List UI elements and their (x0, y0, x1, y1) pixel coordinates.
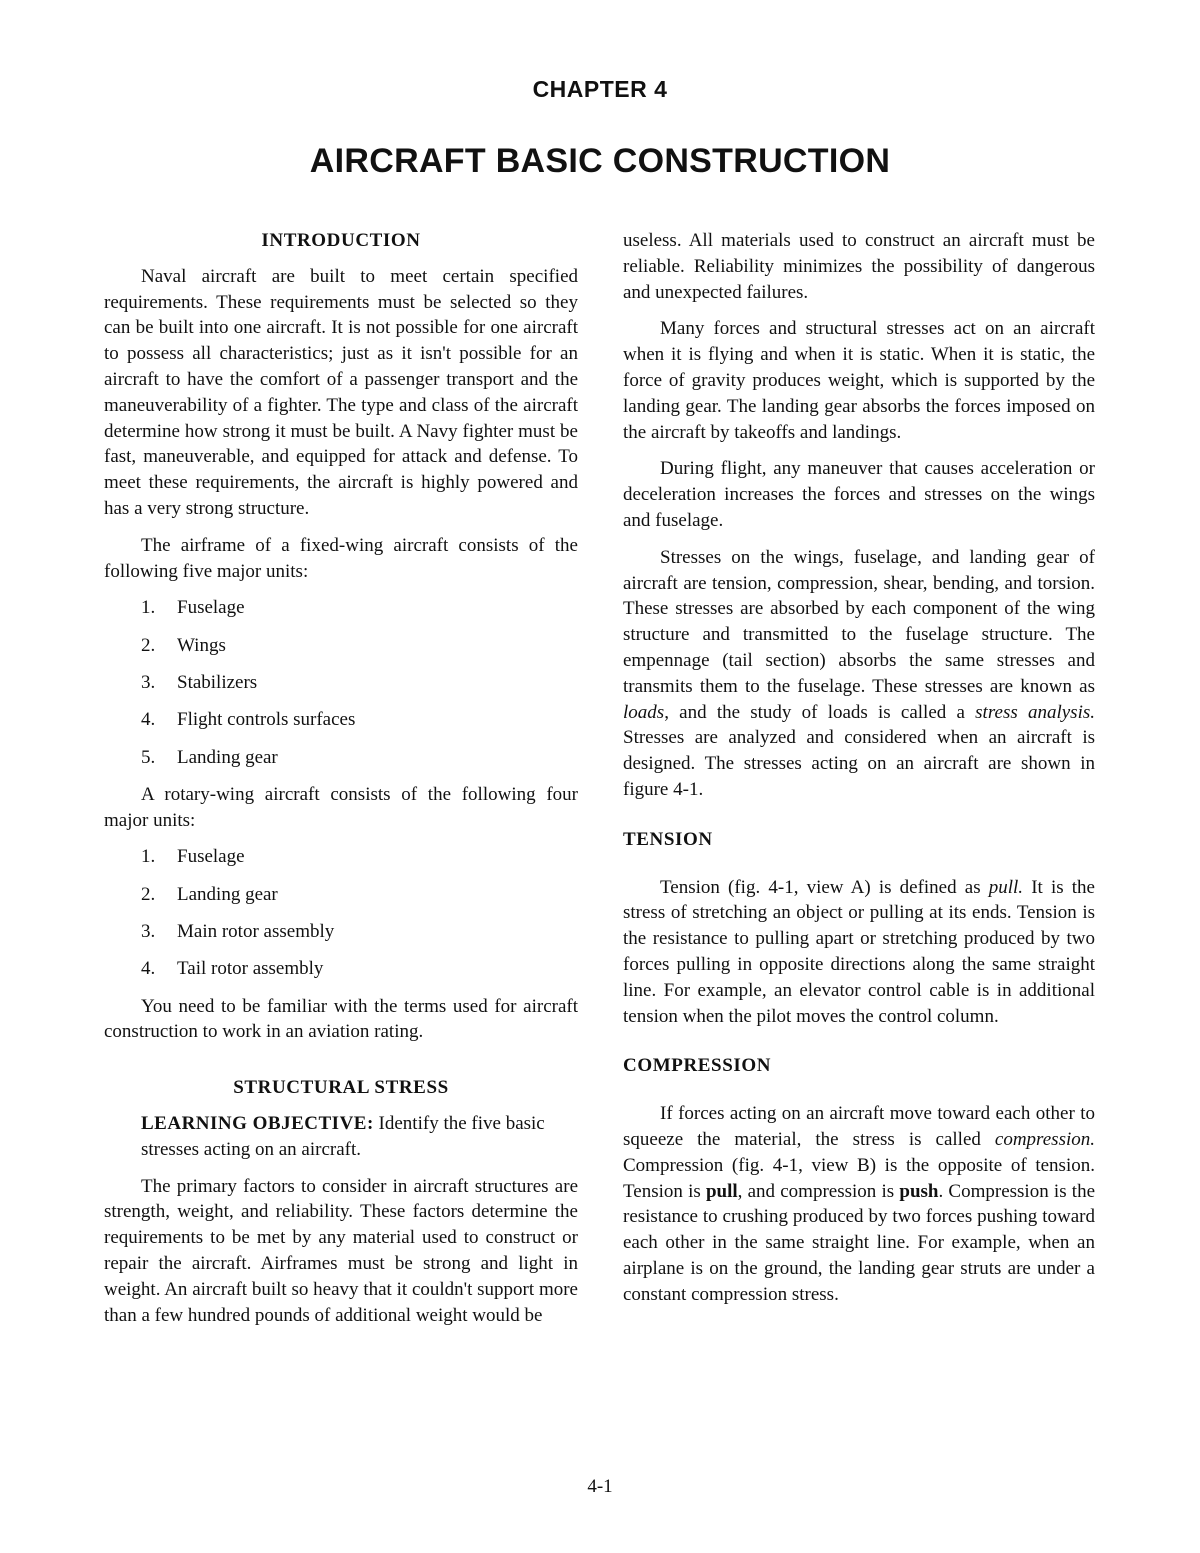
text-run: Compression (fig. 4-1, view B) is the opposite of tension. Tension is (623, 1154, 1095, 1202)
stress-paragraph-4 (623, 545, 1095, 803)
tension-paragraph (623, 875, 1095, 1030)
list-item (104, 919, 578, 945)
list-text: Fuselage (177, 597, 245, 619)
list-text: Landing gear (177, 746, 278, 768)
list-number: 1. (141, 846, 156, 868)
list-number: 2. (141, 883, 156, 905)
text-run: . Compression is the resistance to crushing produced by two forces pushing toward each other in the same straight line. For example, when an airplane is on the ground, the landing gear struts are under a constant compression stress. (623, 1180, 1095, 1305)
list-text: Wings (177, 634, 226, 656)
text-run: Stresses on the wings, fuselage, and landing gear of aircraft are tension, compression, shear, bending, and torsion. These stresses are absorbed by each component of the wing structure and transmitted to the fuselage structure. The empennage (tail section) absorbs the same stresses and transmits them to the fuselage. These stresses are known as (623, 546, 1095, 697)
learning-objective-text: Identify the five basic stresses acting on an aircraft. (141, 1113, 545, 1160)
compression-heading: COMPRESSION (623, 1055, 772, 1077)
chapter-label: CHAPTER 4 (532, 76, 668, 102)
list-text: Flight controls surfaces (177, 709, 356, 731)
list-item (104, 707, 578, 733)
list-text: Main rotor assembly (177, 921, 335, 943)
learning-objective (141, 1111, 578, 1163)
list-text: Stabilizers (177, 671, 258, 693)
term-pull-bold: pull (705, 1180, 738, 1202)
list-number: 4. (141, 709, 156, 731)
text-run: Tension (fig. 4-1, view A) is defined as (660, 876, 989, 898)
stress-paragraph-1-continued: useless. All materials used to construct an aircraft must be reliable. Reliability minimizes the possibility of dangerous and unexpected failures. (623, 230, 1095, 303)
list-item (104, 956, 578, 982)
list-number: 2. (141, 634, 156, 656)
term-compression: compression. (994, 1128, 1095, 1150)
text-run: , and compression is (737, 1180, 900, 1202)
list-item (104, 844, 578, 870)
intro-paragraph-4: You need to be familiar with the terms used for aircraft construction to work in an aviation rating. (104, 995, 578, 1043)
list-item (104, 670, 578, 696)
text-run: It is the stress of stretching an object or pulling at its ends. Tension is the resistance to pulling apart or stretching produced by two forces pulling in opposite directions along the same straight line. For example, an elevator control cable is in additional tension when the pilot moves the control column. (623, 876, 1095, 1027)
page-number: 4-1 (587, 1476, 613, 1497)
rotary-wing-units-list (104, 844, 578, 982)
intro-paragraph-2: The airframe of a fixed-wing aircraft consists of the following five major units: (104, 534, 578, 582)
stress-paragraph-2: Many forces and structural stresses act on an aircraft when it is flying and when it is static. When it is static, the force of gravity produces weight, which is supported by the landing gear. The landing gear absorbs the forces imposed on the aircraft by takeoffs and landings. (623, 318, 1095, 443)
intro-paragraph-1: Naval aircraft are built to meet certain specified requirements. These requirements must be selected so they can be built into one aircraft. It is not possible for one aircraft to possess all characteristics; just as it isn't possible for an aircraft to have the comfort of a passenger transport and the maneuverability of a fighter. The type and class of the aircraft determine how strong it must be built. A Navy fighter must be fast, maneuverable, and equipped for attack and defense. To meet these requirements, the aircraft is highly powered and has a very strong structure. (104, 265, 578, 519)
list-number: 5. (141, 746, 156, 768)
chapter-title: AIRCRAFT BASIC CONSTRUCTION (309, 142, 891, 180)
intro-paragraph-3: A rotary-wing aircraft consists of the following four major units: (104, 783, 578, 831)
list-number: 1. (141, 597, 156, 619)
list-item (104, 882, 578, 908)
list-number: 4. (141, 958, 156, 980)
left-column (104, 228, 578, 1339)
introduction-heading: INTRODUCTION (261, 230, 421, 251)
text-run: If forces acting on an aircraft move toward each other to squeeze the material, the stress is called (623, 1103, 1095, 1150)
learning-objective-label: LEARNING OBJECTIVE: (141, 1113, 374, 1135)
tension-heading: TENSION (623, 828, 713, 850)
list-text: Landing gear (177, 883, 278, 905)
list-number: 3. (141, 671, 156, 693)
list-text: Fuselage (177, 846, 245, 868)
term-pull: pull. (988, 876, 1024, 898)
list-item (104, 745, 578, 771)
right-column (623, 228, 1095, 1318)
term-loads: loads (623, 701, 665, 723)
structural-stress-heading: STRUCTURAL STRESS (233, 1077, 449, 1099)
term-push-bold: push (899, 1180, 939, 1202)
list-item (104, 595, 578, 621)
stress-paragraph-3: During flight, any maneuver that causes acceleration or deceleration increases the forces and stresses on the wings and fuselage. (623, 458, 1095, 531)
term-stress-analysis: stress analysis. (975, 701, 1095, 723)
text-run: , and the study of loads is called a (664, 701, 976, 723)
list-number: 3. (141, 921, 156, 943)
fixed-wing-units-list (104, 595, 578, 770)
list-item (104, 633, 578, 659)
text-run: Stresses are analyzed and considered when an aircraft is designed. The stresses acting on an aircraft are shown in figure 4-1. (623, 727, 1095, 800)
compression-paragraph (623, 1101, 1095, 1307)
list-text: Tail rotor assembly (177, 958, 324, 980)
stress-paragraph-1: The primary factors to consider in aircraft structures are strength, weight, and reliability. These factors determine the requirements to be met by any material used to construct or repair the aircraft. Airframes must be strong and light in weight. An aircraft built so heavy that it couldn't support more than a few hundred pounds of additional weight would be (104, 1175, 578, 1326)
